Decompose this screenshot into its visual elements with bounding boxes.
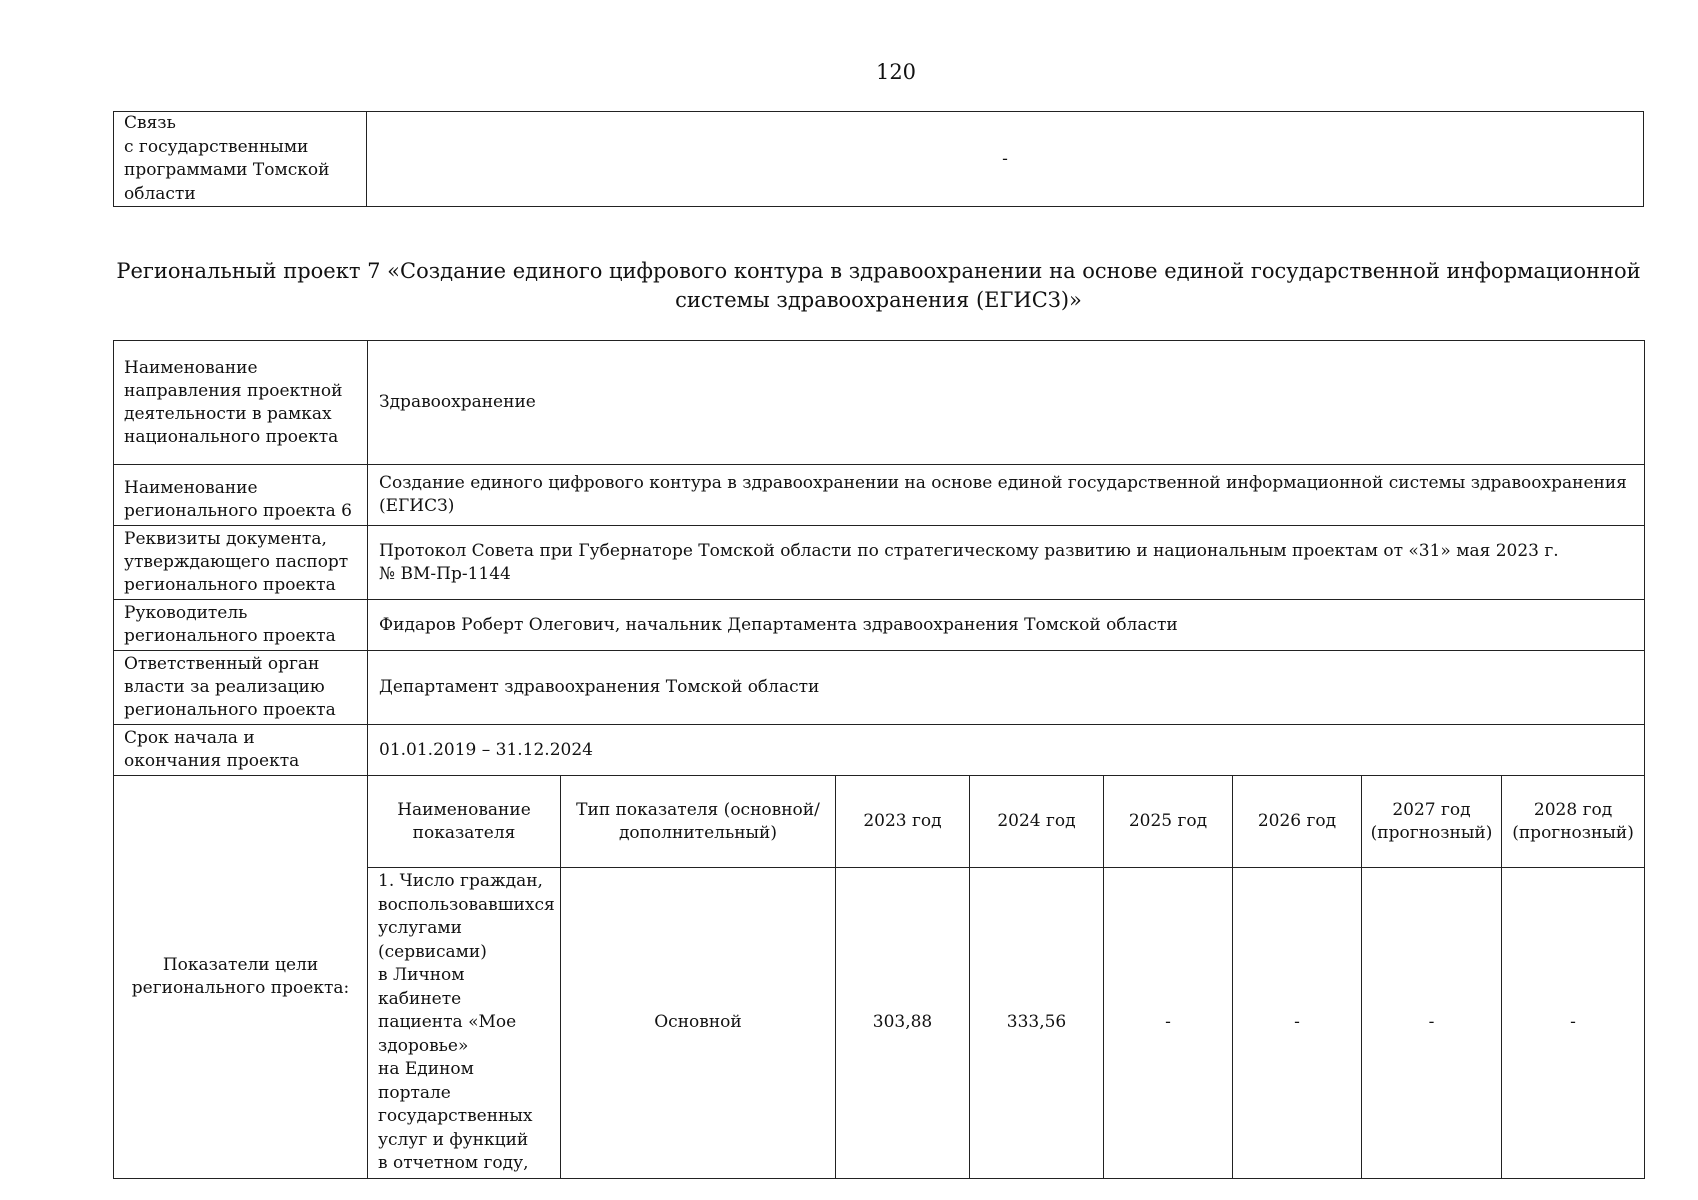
state-programs-label <box>114 112 367 207</box>
term-value: 01.01.2019 – 31.12.2024 <box>368 725 1645 776</box>
direction-value: Здравоохранение <box>368 341 1645 465</box>
value-2027: - <box>1362 868 1502 1179</box>
document-value <box>368 526 1645 600</box>
indicator-type: Основной <box>561 868 836 1179</box>
value-2026: - <box>1233 868 1362 1179</box>
document-value-text: Протокол Совета при Губернаторе Томской области по стратегическому развитию и национальным проектам от «31» мая 2023 г. № ВМ-Пр-1144 <box>379 540 1559 584</box>
header-2025: 2025 год <box>1104 776 1233 868</box>
head-label: Руководитель регионального проекта <box>114 600 368 651</box>
state-programs-value: - <box>367 112 1644 207</box>
indicators-label: Показатели цели регионального проекта: <box>114 776 368 1179</box>
responsible-org-value: Департамент здравоохранения Томской области <box>368 651 1645 725</box>
value-2025: - <box>1104 868 1233 1179</box>
indicator-name-text: 1. Число граждан, воспользовавшихся услугами (сервисами) в Личном кабинете пациента «Мое здоровье» на Едином портале государственных услуг и функций в отчетном году, <box>378 871 555 1173</box>
state-programs-label-text: Связь с государственными программами Томской области <box>124 113 330 204</box>
value-2023: 303,88 <box>836 868 970 1179</box>
term-label: Срок начала и окончания проекта <box>114 725 368 776</box>
responsible-org-label: Ответственный орган власти за реализацию регионального проекта <box>114 651 368 725</box>
header-indicator-name: Наименование показателя <box>368 776 561 868</box>
header-2023: 2023 год <box>836 776 970 868</box>
header-2028: 2028 год (прогнозный) <box>1502 776 1645 868</box>
project-name-value: Создание единого цифрового контура в здравоохранении на основе единой государственной информационной системы здравоохранения (ЕГИСЗ) <box>368 465 1645 526</box>
state-programs-table <box>113 111 1644 207</box>
page-number: 120 <box>875 60 917 84</box>
direction-label: Наименование направления проектной деятельности в рамках национального проекта <box>114 341 368 465</box>
project-name-label: Наименование регионального проекта 6 <box>114 465 368 526</box>
header-indicator-type: Тип показателя (основной/дополнительный) <box>561 776 836 868</box>
value-2024: 333,56 <box>970 868 1104 1179</box>
project-passport-table <box>113 340 1645 1179</box>
value-2028: - <box>1502 868 1645 1179</box>
head-value: Фидаров Роберт Олегович, начальник Департамента здравоохранения Томской области <box>368 600 1645 651</box>
indicator-name <box>368 868 561 1179</box>
header-2027: 2027 год (прогнозный) <box>1362 776 1502 868</box>
section-title: Региональный проект 7 «Создание единого цифрового контура в здравоохранении на основе единой государственной информационной системы здравоохранения (ЕГИСЗ)» <box>116 259 1641 312</box>
document-label: Реквизиты документа, утверждающего паспорт регионального проекта <box>114 526 368 600</box>
header-2024: 2024 год <box>970 776 1104 868</box>
header-2026: 2026 год <box>1233 776 1362 868</box>
